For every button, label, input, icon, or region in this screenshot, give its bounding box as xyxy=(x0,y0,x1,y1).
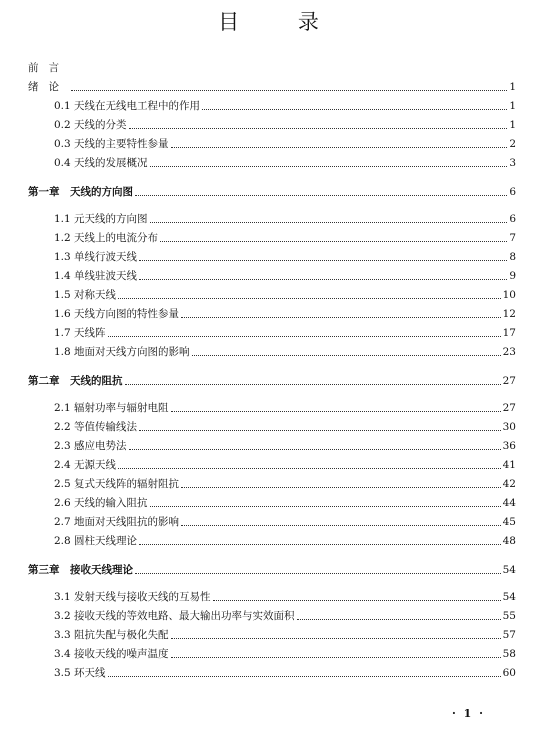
dot-leader xyxy=(139,430,501,431)
toc-entry-title: 2.6 天线的输入阻抗 xyxy=(54,497,148,509)
dot-leader xyxy=(139,279,507,280)
toc-page-number: 17 xyxy=(502,327,516,339)
toc-entry[interactable] xyxy=(54,497,516,510)
dot-leader xyxy=(192,355,501,356)
toc-entry[interactable] xyxy=(54,535,516,548)
toc-page-number: 27 xyxy=(502,375,516,387)
toc-entry-title: 1.5 对称天线 xyxy=(54,289,117,301)
dot-leader xyxy=(129,449,501,450)
toc-entry[interactable] xyxy=(54,459,516,472)
dot-leader xyxy=(118,298,501,299)
toc-entry[interactable] xyxy=(54,157,516,170)
toc-page-number: 1 xyxy=(509,119,516,131)
dot-leader xyxy=(171,657,501,658)
dot-leader xyxy=(125,384,501,385)
toc-page-number: 12 xyxy=(502,308,516,320)
toc-page-number: 8 xyxy=(509,251,516,263)
toc-entry-title: 2.4 无源天线 xyxy=(54,459,117,471)
toc-page-number: 58 xyxy=(502,648,516,660)
toc-entry-title: 第二章 天线的阻抗 xyxy=(28,375,123,387)
toc-entry[interactable] xyxy=(54,402,516,415)
toc-page-number: 44 xyxy=(502,497,516,509)
toc-page-number: 27 xyxy=(502,402,516,414)
dot-leader xyxy=(150,506,501,507)
toc-page-number: 42 xyxy=(502,478,516,490)
dot-leader xyxy=(160,241,507,242)
toc-entry[interactable] xyxy=(54,138,516,151)
toc-entry[interactable] xyxy=(54,308,516,321)
toc-page-number: 2 xyxy=(509,138,516,150)
toc-entry[interactable] xyxy=(54,327,516,340)
dot-leader xyxy=(139,260,507,261)
toc-page-number: 1 xyxy=(509,100,516,112)
dot-leader xyxy=(181,317,501,318)
toc-entry-title: 0.2 天线的分类 xyxy=(54,119,127,131)
toc-entry[interactable] xyxy=(54,119,516,132)
dot-leader xyxy=(181,525,501,526)
toc-page-number: 48 xyxy=(502,535,516,547)
toc-entry-title: 2.1 辐射功率与辐射电阻 xyxy=(54,402,169,414)
toc-entry[interactable] xyxy=(28,81,516,94)
dot-leader xyxy=(213,600,501,601)
toc-chapter-entry[interactable] xyxy=(28,564,516,577)
toc-entry-title: 1.3 单线行波天线 xyxy=(54,251,138,263)
toc-entry[interactable] xyxy=(54,421,516,434)
toc-entry[interactable] xyxy=(54,591,516,604)
dot-leader xyxy=(171,411,501,412)
toc-entry[interactable] xyxy=(54,516,516,529)
toc-page-number: 3 xyxy=(509,157,516,169)
toc-page-number: 45 xyxy=(502,516,516,528)
dot-leader xyxy=(202,109,507,110)
toc-page-number: 9 xyxy=(509,270,516,282)
toc-entry-title: 第一章 天线的方向图 xyxy=(28,186,133,198)
toc-entry-title: 3.2 接收天线的等效电路、最大输出功率与实效面积 xyxy=(54,610,295,622)
toc-entry-title: 1.4 单线驻波天线 xyxy=(54,270,138,282)
dot-leader xyxy=(297,619,501,620)
toc-page-number: 23 xyxy=(502,346,516,358)
dot-leader xyxy=(150,222,508,223)
toc-page-number: 57 xyxy=(502,629,516,641)
toc-entry[interactable] xyxy=(54,648,516,661)
toc-entry[interactable] xyxy=(54,251,516,264)
toc-entry-title: 2.5 复式天线阵的辐射阻抗 xyxy=(54,478,180,490)
toc-page-number: 60 xyxy=(502,667,516,679)
toc-page-number: 36 xyxy=(502,440,516,452)
dot-leader xyxy=(139,544,501,545)
toc-entry[interactable] xyxy=(54,346,516,359)
toc-page-number: 6 xyxy=(509,213,516,225)
toc-page-number: 10 xyxy=(502,289,516,301)
toc-entry[interactable] xyxy=(54,232,516,245)
toc-entry-title: 0.4 天线的发展概况 xyxy=(54,157,148,169)
toc-entry[interactable] xyxy=(54,629,516,642)
dot-leader xyxy=(150,166,508,167)
dot-leader xyxy=(171,638,501,639)
dot-leader xyxy=(108,336,501,337)
toc-entry-title: 2.3 感应电势法 xyxy=(54,440,127,452)
dot-leader xyxy=(171,147,508,148)
toc-entry-title: 3.3 阻抗失配与极化失配 xyxy=(54,629,169,641)
toc-entry-title: 3.4 接收天线的噪声温度 xyxy=(54,648,169,660)
toc-entry-title: 1.1 元天线的方向图 xyxy=(54,213,148,225)
dot-leader xyxy=(181,487,501,488)
toc-page-number: 41 xyxy=(502,459,516,471)
dot-leader xyxy=(135,573,501,574)
toc-entry-title: 第三章 接收天线理论 xyxy=(28,564,133,576)
toc-entry[interactable] xyxy=(54,213,516,226)
toc-entry[interactable] xyxy=(54,610,516,623)
toc-entry-title: 0.3 天线的主要特性参量 xyxy=(54,138,169,150)
toc-entry[interactable] xyxy=(54,289,516,302)
toc-chapter-entry[interactable] xyxy=(28,375,516,388)
toc-entry-title: 1.7 天线阵 xyxy=(54,327,106,339)
toc-entry-title: 3.5 环天线 xyxy=(54,667,106,679)
toc-page-number: 54 xyxy=(502,564,516,576)
toc-chapter-entry[interactable] xyxy=(28,186,516,199)
toc-entry[interactable] xyxy=(54,100,516,113)
toc-entry-title: 0.1 天线在无线电工程中的作用 xyxy=(54,100,201,112)
toc-entry[interactable] xyxy=(54,440,516,453)
dot-leader xyxy=(71,90,507,91)
toc-entry-title: 3.1 发射天线与接收天线的互易性 xyxy=(54,591,211,603)
toc-entry-title: 1.8 地面对天线方向图的影响 xyxy=(54,346,190,358)
toc-page-number: 30 xyxy=(502,421,516,433)
toc-entry[interactable] xyxy=(54,270,516,283)
toc-entry-title: 2.8 圆柱天线理论 xyxy=(54,535,138,547)
toc-page-number: 54 xyxy=(502,591,516,603)
toc-entry[interactable] xyxy=(28,62,516,75)
toc-entry-title: 2.7 地面对天线阻抗的影响 xyxy=(54,516,180,528)
toc-entry-title: 绪论 xyxy=(28,81,69,93)
toc-page-number: 6 xyxy=(509,186,516,198)
toc-page-number: 7 xyxy=(509,232,516,244)
toc-page-number: 1 xyxy=(509,81,516,93)
toc-entry-title: 1.6 天线方向图的特性参量 xyxy=(54,308,180,320)
toc-entry-title: 1.2 天线上的电流分布 xyxy=(54,232,159,244)
toc-entry-title: 2.2 等值传输线法 xyxy=(54,421,138,433)
dot-leader xyxy=(129,128,508,129)
page-title: 目 录 xyxy=(218,10,345,34)
page-number: · 1 · xyxy=(452,707,485,720)
toc-page-number: 55 xyxy=(502,610,516,622)
dot-leader xyxy=(135,195,507,196)
dot-leader xyxy=(108,676,501,677)
dot-leader xyxy=(118,468,501,469)
toc-entry[interactable] xyxy=(54,478,516,491)
toc-entry[interactable] xyxy=(54,667,516,680)
toc-entry-title: 前言 xyxy=(28,62,69,74)
